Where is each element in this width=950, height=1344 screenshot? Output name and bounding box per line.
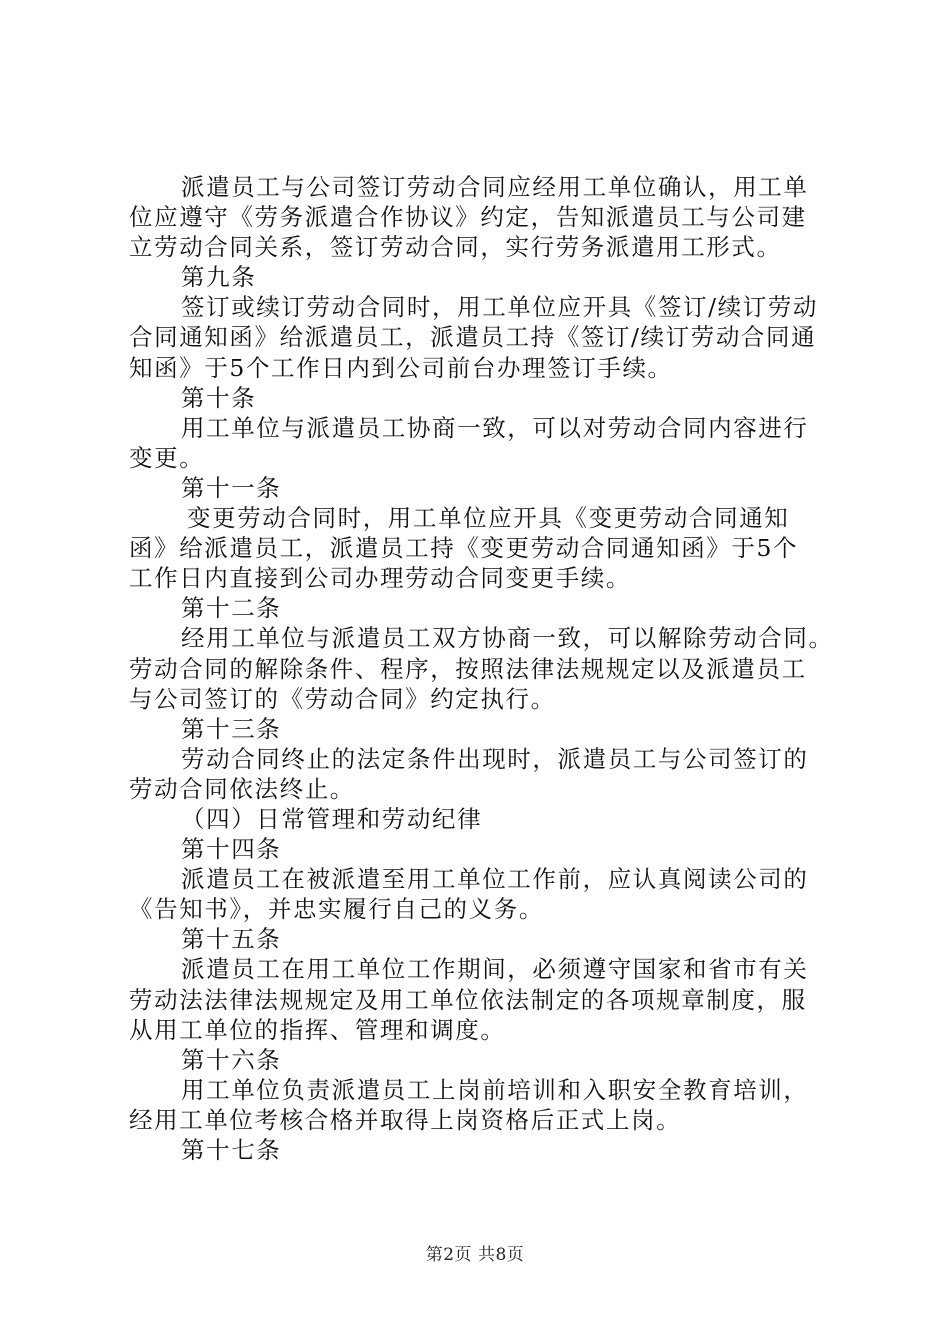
text-line: 《告知书》，并忠实履行自己的义务。 (129, 895, 544, 924)
text-line: 位应遵守《劳务派遣合作协议》约定，告知派遣员工与公司建 (129, 203, 807, 232)
text-line: 劳动合同终止的法定条件出现时，派遣员工与公司签订的 (181, 744, 809, 773)
text-line: 立劳动合同关系，签订劳动合同，实行劳务派遣用工形式。 (129, 233, 782, 262)
text-line: （四）日常管理和劳动纪律 (181, 804, 483, 833)
text-line: 函》给派遣员工，派遣员工持《变更劳动合同通知函》于5个 (129, 534, 799, 563)
text-line: 变更。 (129, 443, 205, 472)
text-line: 劳动法法律法规规定及用工单位依法制定的各项规章制度，服 (129, 985, 807, 1014)
text-line: 劳动合同的解除条件、程序，按照法律法规规定以及派遣员工 (129, 654, 807, 683)
text-line: 用工单位与派遣员工协商一致，可以对劳动合同内容进行 (181, 413, 809, 442)
text-line: 第十六条 (181, 1045, 282, 1074)
text-line: 第九条 (181, 263, 257, 292)
text-line: 第十二条 (181, 594, 282, 623)
text-line: 第十七条 (181, 1136, 282, 1164)
text-line: 第十四条 (181, 835, 282, 864)
text-line: 经用工单位与派遣员工双方协商一致，可以解除劳动合同。 (181, 624, 834, 653)
text-line: 签订或续订劳动合同时，用工单位应开具《签订/续订劳动 (181, 293, 819, 322)
text-line: 第十五条 (181, 925, 282, 954)
document-body (129, 172, 844, 1165)
text-line: 变更劳动合同时，用工单位应开具《变更劳动合同通知 (187, 504, 790, 533)
text-line: 与公司签订的《劳动合同》约定执行。 (129, 684, 556, 713)
text-line: 知函》于5个工作日内到公司前台办理签订手续。 (129, 353, 673, 382)
text-line: 派遣员工在用工单位工作期间，必须遵守国家和省市有关 (181, 955, 809, 984)
text-line: 工作日内直接到公司办理劳动合同变更手续。 (129, 564, 631, 593)
text-line: 派遣员工与公司签订劳动合同应经用工单位确认，用工单 (181, 173, 809, 201)
text-line: 第十一条 (181, 473, 282, 502)
text-line: 第十三条 (181, 714, 282, 743)
page-number-footer: 第2页 共8页 (425, 1245, 525, 1265)
text-line: 经用工单位考核合格并取得上岗资格后正式上岗。 (129, 1105, 682, 1134)
text-line: 从用工单位的指挥、管理和调度。 (129, 1015, 506, 1044)
text-line: 用工单位负责派遣员工上岗前培训和入职安全教育培训， (181, 1075, 809, 1104)
text-line: 派遣员工在被派遣至用工单位工作前，应认真阅读公司的 (181, 865, 809, 894)
text-line: 劳动合同依法终止。 (129, 774, 355, 803)
text-line: 第十条 (181, 383, 257, 412)
text-line: 合同通知函》给派遣员工，派遣员工持《签订/续订劳动合同通 (129, 323, 817, 352)
